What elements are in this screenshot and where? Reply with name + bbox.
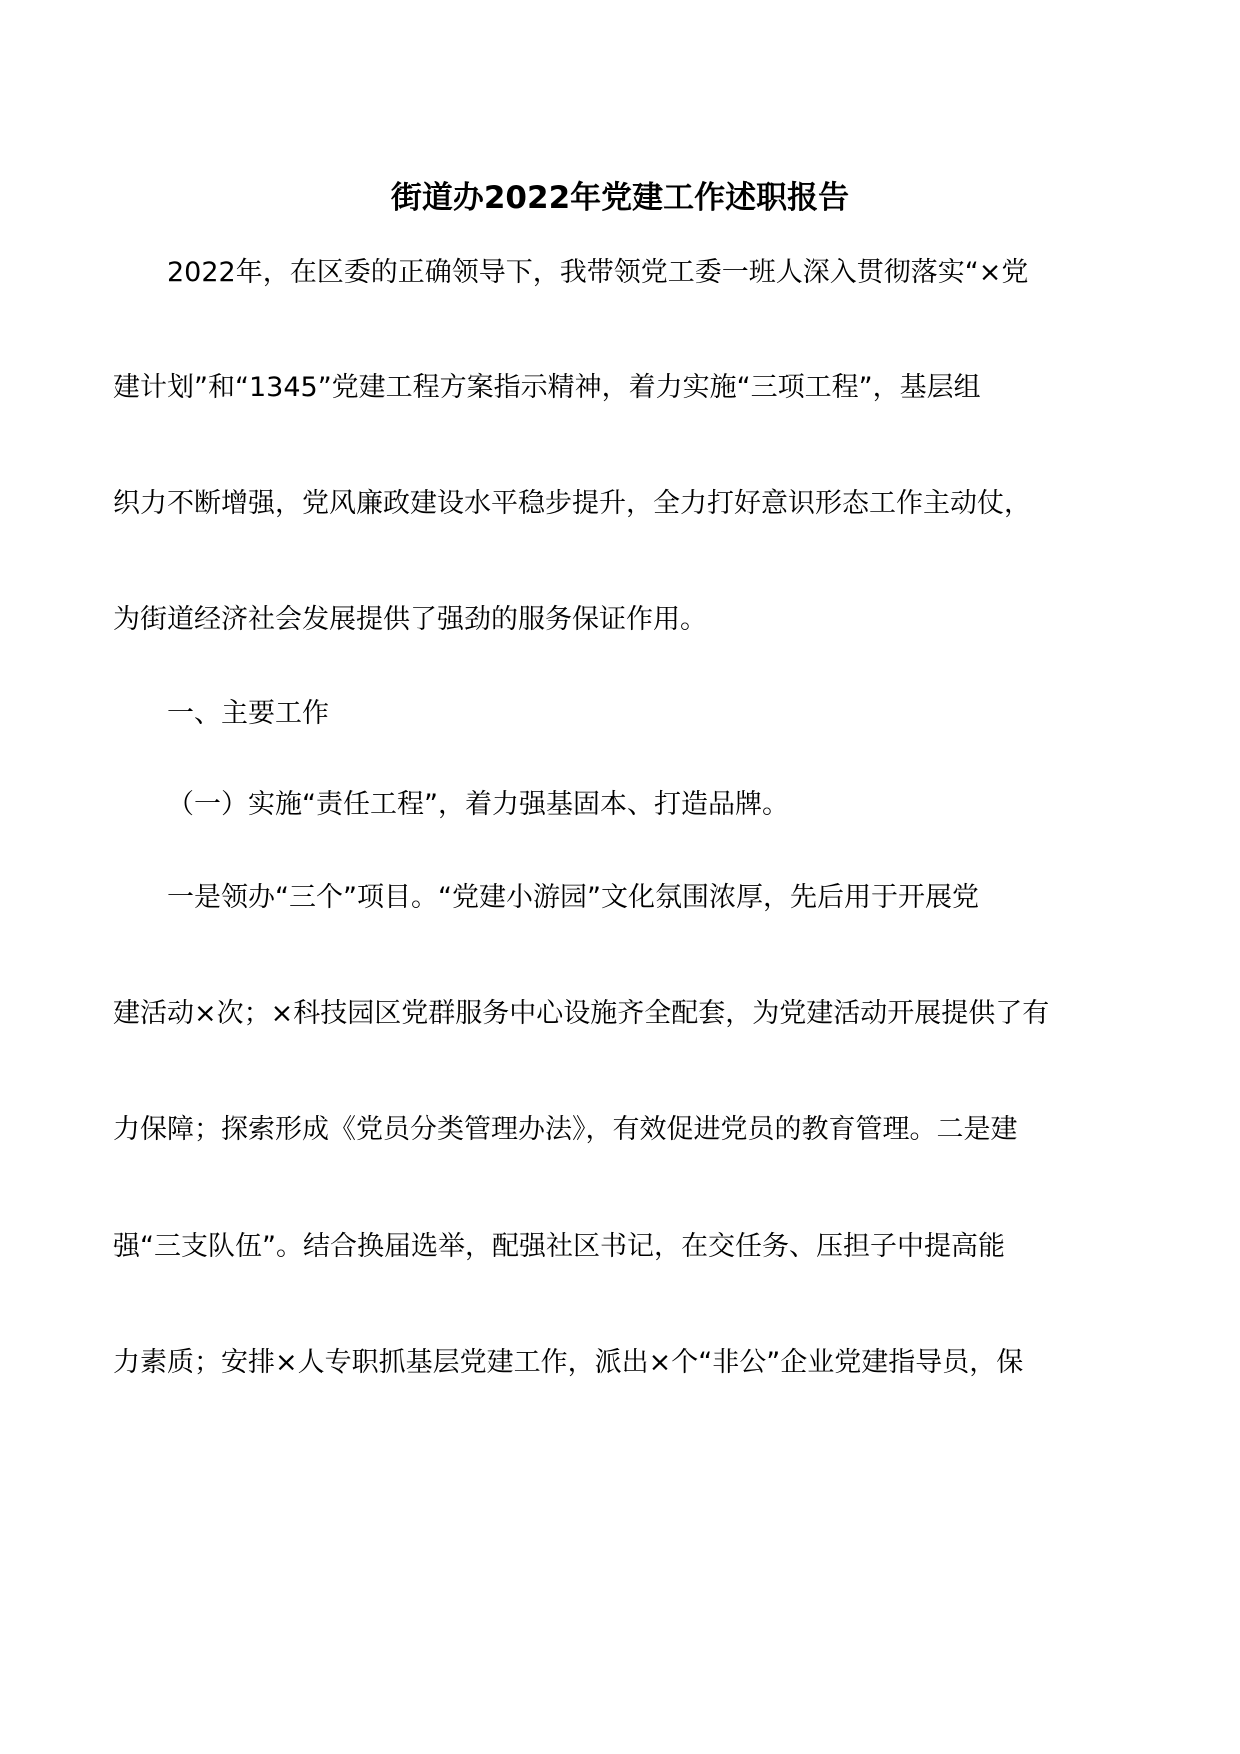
paragraph-line: 一是领办“三个”项目。“党建小游园”文化氛围浓厚，先后用于开展党 <box>167 882 979 913</box>
paragraph-line: 织力不断增强，党风廉政建设水平稳步提升，全力打好意识形态工作主动仗， <box>113 488 1031 519</box>
paragraph-line: 力素质；安排×人专职抓基层党建工作，派出×个“非公”企业党建指导员，保 <box>113 1347 1024 1378</box>
document-title: 街道办2022年党建工作述职报告 <box>390 180 850 216</box>
paragraph-line: 建计划”和“1345”党建工程方案指示精神，着力实施“三项工程”，基层组 <box>113 372 981 403</box>
section-heading: 一、主要工作 <box>167 698 329 729</box>
subsection-heading: （一）实施“责任工程”，着力强基固本、打造品牌。 <box>167 789 789 820</box>
paragraph-line: 2022年，在区委的正确领导下，我带领党工委一班人深入贯彻落实“×党 <box>167 257 1029 288</box>
paragraph-line: 力保障；探索形成《党员分类管理办法》，有效促进党员的教育管理。二是建 <box>113 1114 1018 1145</box>
paragraph-line: 建活动×次；×科技园区党群服务中心设施齐全配套，为党建活动开展提供了有 <box>113 998 1050 1029</box>
paragraph-line: 强“三支队伍”。结合换届选举，配强社区书记，在交任务、压担子中提高能 <box>113 1231 1005 1262</box>
paragraph-line: 为街道经济社会发展提供了强劲的服务保证作用。 <box>113 604 707 635</box>
